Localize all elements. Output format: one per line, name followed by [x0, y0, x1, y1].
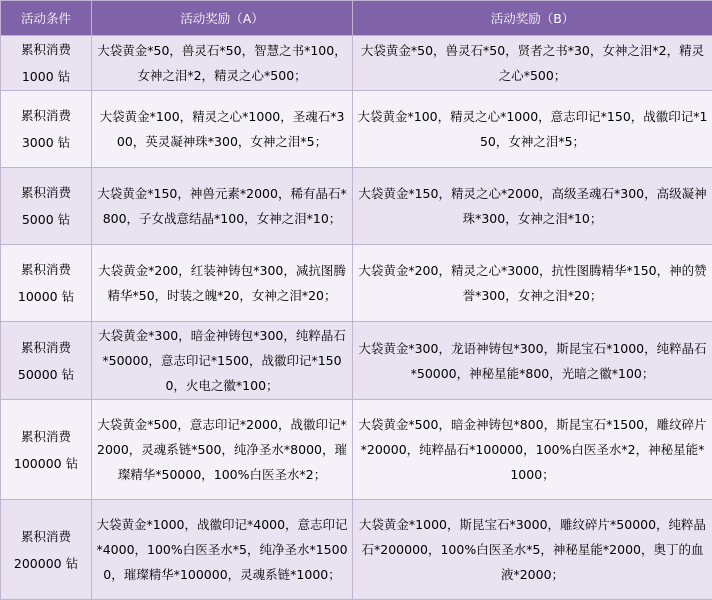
reward-a-cell: 大袋黄金*100，精灵之心*1000，圣魂石*300，英灵凝神珠*300，女神之泪*5；: [92, 91, 353, 168]
reward-a-cell: 大袋黄金*50，兽灵石*50，智慧之书*100，女神之泪*2，精灵之心*500；: [92, 36, 353, 91]
header-reward-b: 活动奖励（B）: [353, 1, 712, 36]
condition-label: 累积消费: [21, 42, 71, 57]
condition-label: 累积消费: [21, 185, 71, 200]
condition-label: 累积消费: [21, 262, 71, 277]
reward-b-cell: 大袋黄金*200，精灵之心*3000，抗性图腾精华*150，神的赞誉*300，女神之泪*20；: [353, 245, 712, 322]
reward-b-cell: 大袋黄金*100，精灵之心*1000，意志印记*150，战徽印记*150，女神之泪*5；: [353, 91, 712, 168]
table-row: [1, 400, 712, 500]
condition-cell: [1, 500, 92, 600]
reward-a-cell: 大袋黄金*300，暗金神铸包*300，纯粹晶石*50000，意志印记*1500，战徽印记*1500，火电之徽*100；: [92, 322, 353, 400]
table-row: [1, 500, 712, 600]
condition-label: 累积消费: [21, 108, 71, 123]
condition-cell: [1, 245, 92, 322]
condition-amount: 1000 钻: [22, 69, 70, 84]
condition-amount: 3000 钻: [22, 135, 70, 150]
condition-amount: 100000 钻: [14, 456, 78, 471]
reward-b-cell: 大袋黄金*50，兽灵石*50，贤者之书*30，女神之泪*2，精灵之心*500；: [353, 36, 712, 91]
header-reward-a: 活动奖励（A）: [92, 1, 353, 36]
condition-cell: [1, 322, 92, 400]
condition-label: 累积消费: [21, 429, 71, 444]
header-condition: 活动条件: [1, 1, 92, 36]
reward-a-cell: 大袋黄金*1000，战徽印记*4000，意志印记*4000，100%白医圣水*5，纯净圣水*15000，璀璨精华*100000，灵魂系链*1000；: [92, 500, 353, 600]
condition-cell: [1, 91, 92, 168]
reward-a-cell: 大袋黄金*150，神兽元素*2000，稀有晶石*800，子女战意结晶*100，女神之泪*10；: [92, 168, 353, 245]
reward-b-cell: 大袋黄金*300，龙语神铸包*300，斯昆宝石*1000，纯粹晶石*50000，神秘星能*800，光暗之徽*100；: [353, 322, 712, 400]
header-row: [1, 1, 712, 36]
table-row: [1, 36, 712, 91]
condition-amount: 200000 钻: [14, 556, 78, 571]
condition-amount: 50000 钻: [18, 367, 74, 382]
reward-a-cell: 大袋黄金*500，意志印记*2000，战徽印记*2000，灵魂系链*500，纯净圣水*8000，璀璨精华*50000，100%白医圣水*2；: [92, 400, 353, 500]
table-row: [1, 245, 712, 322]
table-row: [1, 168, 712, 245]
condition-amount: 10000 钻: [18, 289, 74, 304]
reward-a-cell: 大袋黄金*200，红装神铸包*300，减抗图腾精华*50，时装之魄*20，女神之泪*20；: [92, 245, 353, 322]
reward-b-cell: 大袋黄金*1000，斯昆宝石*3000，雕纹碎片*50000，纯粹晶石*200000，100%白医圣水*5，神秘星能*2000，奥丁的血液*2000；: [353, 500, 712, 600]
condition-label: 累积消费: [21, 529, 71, 544]
table-row: [1, 91, 712, 168]
condition-cell: [1, 168, 92, 245]
reward-b-cell: 大袋黄金*150，精灵之心*2000，高级圣魂石*300，高级凝神珠*300，女神之泪*10；: [353, 168, 712, 245]
reward-b-cell: 大袋黄金*500，暗金神铸包*800，斯昆宝石*1500，雕纹碎片*20000，纯粹晶石*100000，100%白医圣水*2，神秘星能*1000；: [353, 400, 712, 500]
condition-cell: [1, 36, 92, 91]
condition-amount: 5000 钻: [22, 212, 70, 227]
table-row: [1, 322, 712, 400]
condition-cell: [1, 400, 92, 500]
condition-label: 累积消费: [21, 340, 71, 355]
